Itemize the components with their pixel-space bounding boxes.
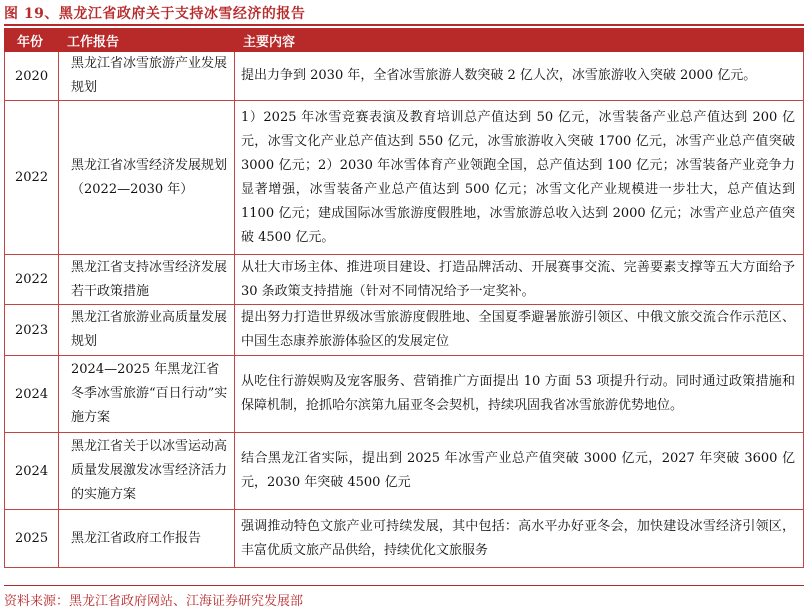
header-report: 工作报告: [59, 29, 235, 52]
cell-year: 2024: [5, 356, 59, 433]
cell-content: 从吃住行游娱购及宠客服务、营销推广方面提出 10 方面 53 项提升行动。同时通过政策措施和保障机制，抢抓哈尔滨第九届亚冬会契机，持续巩固我省冰雪旅游优势地位。: [235, 356, 804, 433]
cell-content: 强调推动特色文旅产业可持续发展，其中包括：高水平办好亚冬会，加快建设冰雪经济引领区，丰富优质文旅产品供给，持续优化文旅服务: [235, 510, 804, 568]
header-content: 主要内容: [235, 29, 804, 52]
cell-year: 2020: [5, 52, 59, 101]
table-row: [5, 255, 804, 305]
cell-report: 黑龙江省关于以冰雪运动高质量发展激发冰雪经济活力的实施方案: [59, 433, 235, 510]
cell-report: 黑龙江省冰雪经济发展规划（2022—2030 年）: [59, 101, 235, 255]
figure-title: 图 19、黑龙江省政府关于支持冰雪经济的报告: [4, 6, 306, 22]
cell-report: 2024—2025 年黑龙江省冬季冰雪旅游“百日行动”实施方案: [59, 356, 235, 433]
cell-year: 2025: [5, 510, 59, 568]
cell-content: 提出努力打造世界级冰雪旅游度假胜地、全国夏季避暑旅游引领区、中俄文旅交流合作示范区、中国生态康养旅游体验区的发展定位: [235, 305, 804, 356]
title-divider: [4, 24, 804, 26]
table-row: [5, 305, 804, 356]
cell-content: 结合黑龙江省实际，提出到 2025 年冰雪产业总产值突破 3000 亿元，2027 年突破 3600 亿元，2030 年突破 4500 亿元: [235, 433, 804, 510]
cell-content: 1）2025 年冰雪竞赛表演及教育培训总产值达到 50 亿元，冰雪装备产业总产值达到 200 亿元，冰雪文化产业总产值达到 550 亿元，冰雪旅游收入突破 1700 亿元，冰雪产业总产值突破 3000 亿元；2）2030 年冰雪体育产业领跑全国，总产值达到 100 亿元；冰雪装备产业竞争力显著增强，冰雪装备产业总产值达到 500 亿元；冰雪文化产业规模进一步壮大，总产值达到 1100 亿元；建成国际冰雪旅游度假胜地，冰雪旅游总收入达到 2000 亿元；冰雪产业总产值突破 4500 亿元。: [235, 101, 804, 255]
table-row: [5, 433, 804, 510]
source-divider: [4, 585, 804, 586]
table-row: [5, 510, 804, 568]
table-row: [5, 101, 804, 255]
cell-content: 提出力争到 2030 年，全省冰雪旅游人数突破 2 亿人次，冰雪旅游收入突破 2000 亿元。: [235, 52, 804, 101]
cell-report: 黑龙江省旅游业高质量发展规划: [59, 305, 235, 356]
report-table: [4, 28, 804, 568]
cell-year: 2024: [5, 433, 59, 510]
header-year: 年份: [5, 29, 59, 52]
cell-report: 黑龙江省政府工作报告: [59, 510, 235, 568]
cell-year: 2022: [5, 101, 59, 255]
cell-report: 黑龙江省支持冰雪经济发展若干政策措施: [59, 255, 235, 305]
cell-content: 从壮大市场主体、推进项目建设、打造品牌活动、开展赛事交流、完善要素支撑等五大方面给予 30 条政策支持措施（针对不同情况给予一定奖补。: [235, 255, 804, 305]
table-row: [5, 356, 804, 433]
cell-year: 2022: [5, 255, 59, 305]
cell-year: 2023: [5, 305, 59, 356]
table-row: [5, 52, 804, 101]
source-note: 资料来源：黑龙江省政府网站、江海证券研究发展部: [4, 594, 304, 609]
cell-report: 黑龙江省冰雪旅游产业发展规划: [59, 52, 235, 101]
table-header: [5, 29, 804, 52]
